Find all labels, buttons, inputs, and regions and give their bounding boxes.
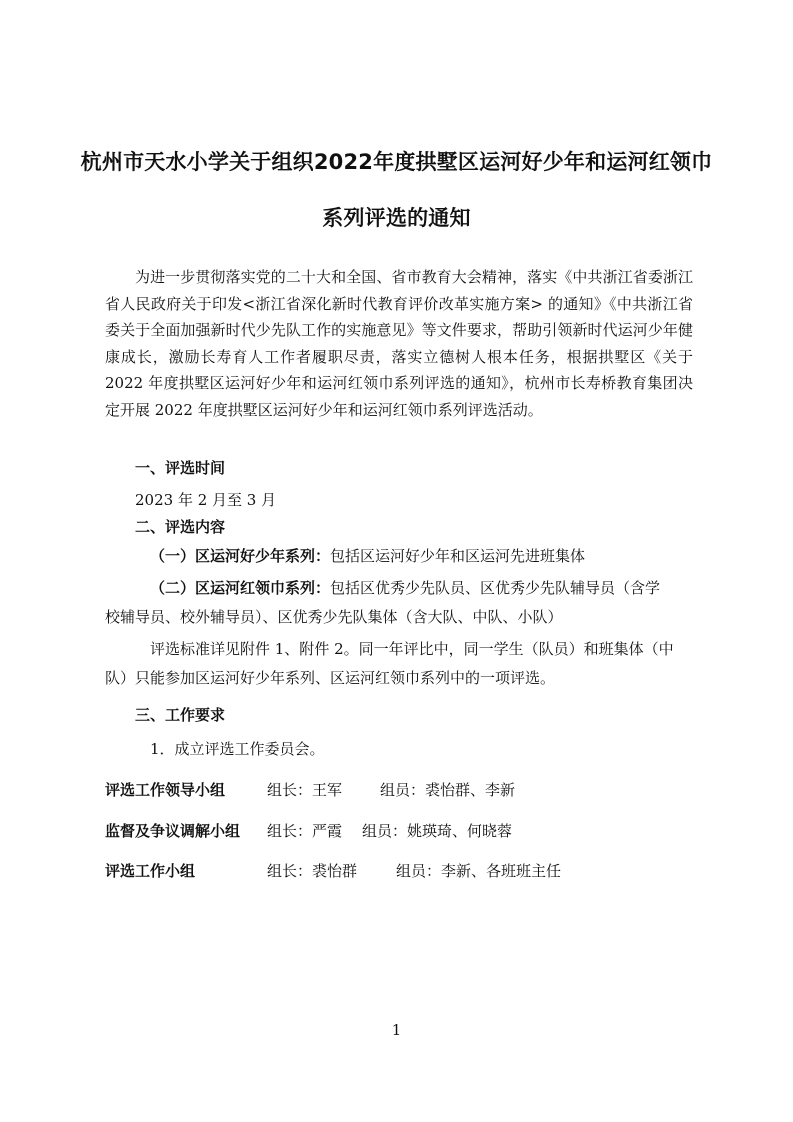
group-leader: 组长：严霞: [267, 822, 343, 840]
section-1-heading: 一、评选时间: [135, 459, 226, 477]
item-1-text: 包括区运河好少年和区运河先进班集体: [330, 547, 586, 565]
group-members: 组员：裘怡群、李新: [380, 781, 516, 799]
item-1-label: （一）区运河好少年系列：: [150, 547, 331, 565]
item-2-text-b: 校辅导员、校外辅导员）、区优秀少先队集体（含大队、中队、小队）: [105, 608, 563, 626]
group-leader: 组长：王军: [267, 781, 343, 799]
section-1-text: 2023 年 2 月至 3 月: [135, 491, 277, 509]
document-title-line-1: 杭州市天水小学关于组织2022年度拱墅区运河好少年和运河红领巾: [80, 150, 713, 174]
group-name: 监督及争议调解小组: [105, 822, 241, 840]
section-3-heading: 三、工作要求: [135, 706, 226, 724]
group-name: 评选工作小组: [105, 862, 196, 880]
selection-note-line-2: 队）只能参加区运河好少年系列、区运河红领巾系列中的一项评选。: [105, 669, 556, 687]
group-leader: 组长：裘怡群: [267, 862, 358, 880]
item-2-label: （二）区运河红领巾系列：: [150, 579, 331, 597]
group-name: 评选工作领导小组: [105, 781, 226, 799]
section-2-heading: 二、评选内容: [135, 518, 226, 536]
item-2-text-a: 包括区优秀少先队员、区优秀少先队辅导员（含学: [330, 579, 661, 597]
group-members: 组员：李新、各班班主任: [396, 862, 562, 880]
intro-paragraph: 为进一步贯彻落实党的二十大和全国、省市教育大会精神，落实《中共浙江省委浙江省人民政府关于印发<浙江省深化新时代教育评价改革实施方案> 的通知》《中共浙江省委关于全面加强新时代少先队工作的实施意见》等文件要求，帮助引领新时代运河少年健康成长，激励长寿育人工作者履职尽责，落实立德树人根本任务，根据拱墅区《关于 2022 年度拱墅区运河好少年和运河红领巾系列评选的通知》，杭州市长寿桥教育集团决定开展 2022 年度拱墅区运河好少年和运河红领巾系列评选活动。: [105, 268, 693, 419]
section-2-item-1: [150, 545, 585, 566]
section-3-item-1: 1．成立评选工作委员会。: [150, 740, 325, 758]
selection-note-line-1: 评选标准详见附件 1、附件 2。同一年评比中，同一学生（队员）和班集体（中: [150, 640, 674, 658]
section-2-item-2: [150, 577, 660, 598]
group-members: 组员：姚瑛琦、何晓蓉: [362, 822, 513, 840]
page-number: 1: [391, 1021, 402, 1039]
document-title-line-2: 系列评选的通知: [322, 206, 471, 230]
